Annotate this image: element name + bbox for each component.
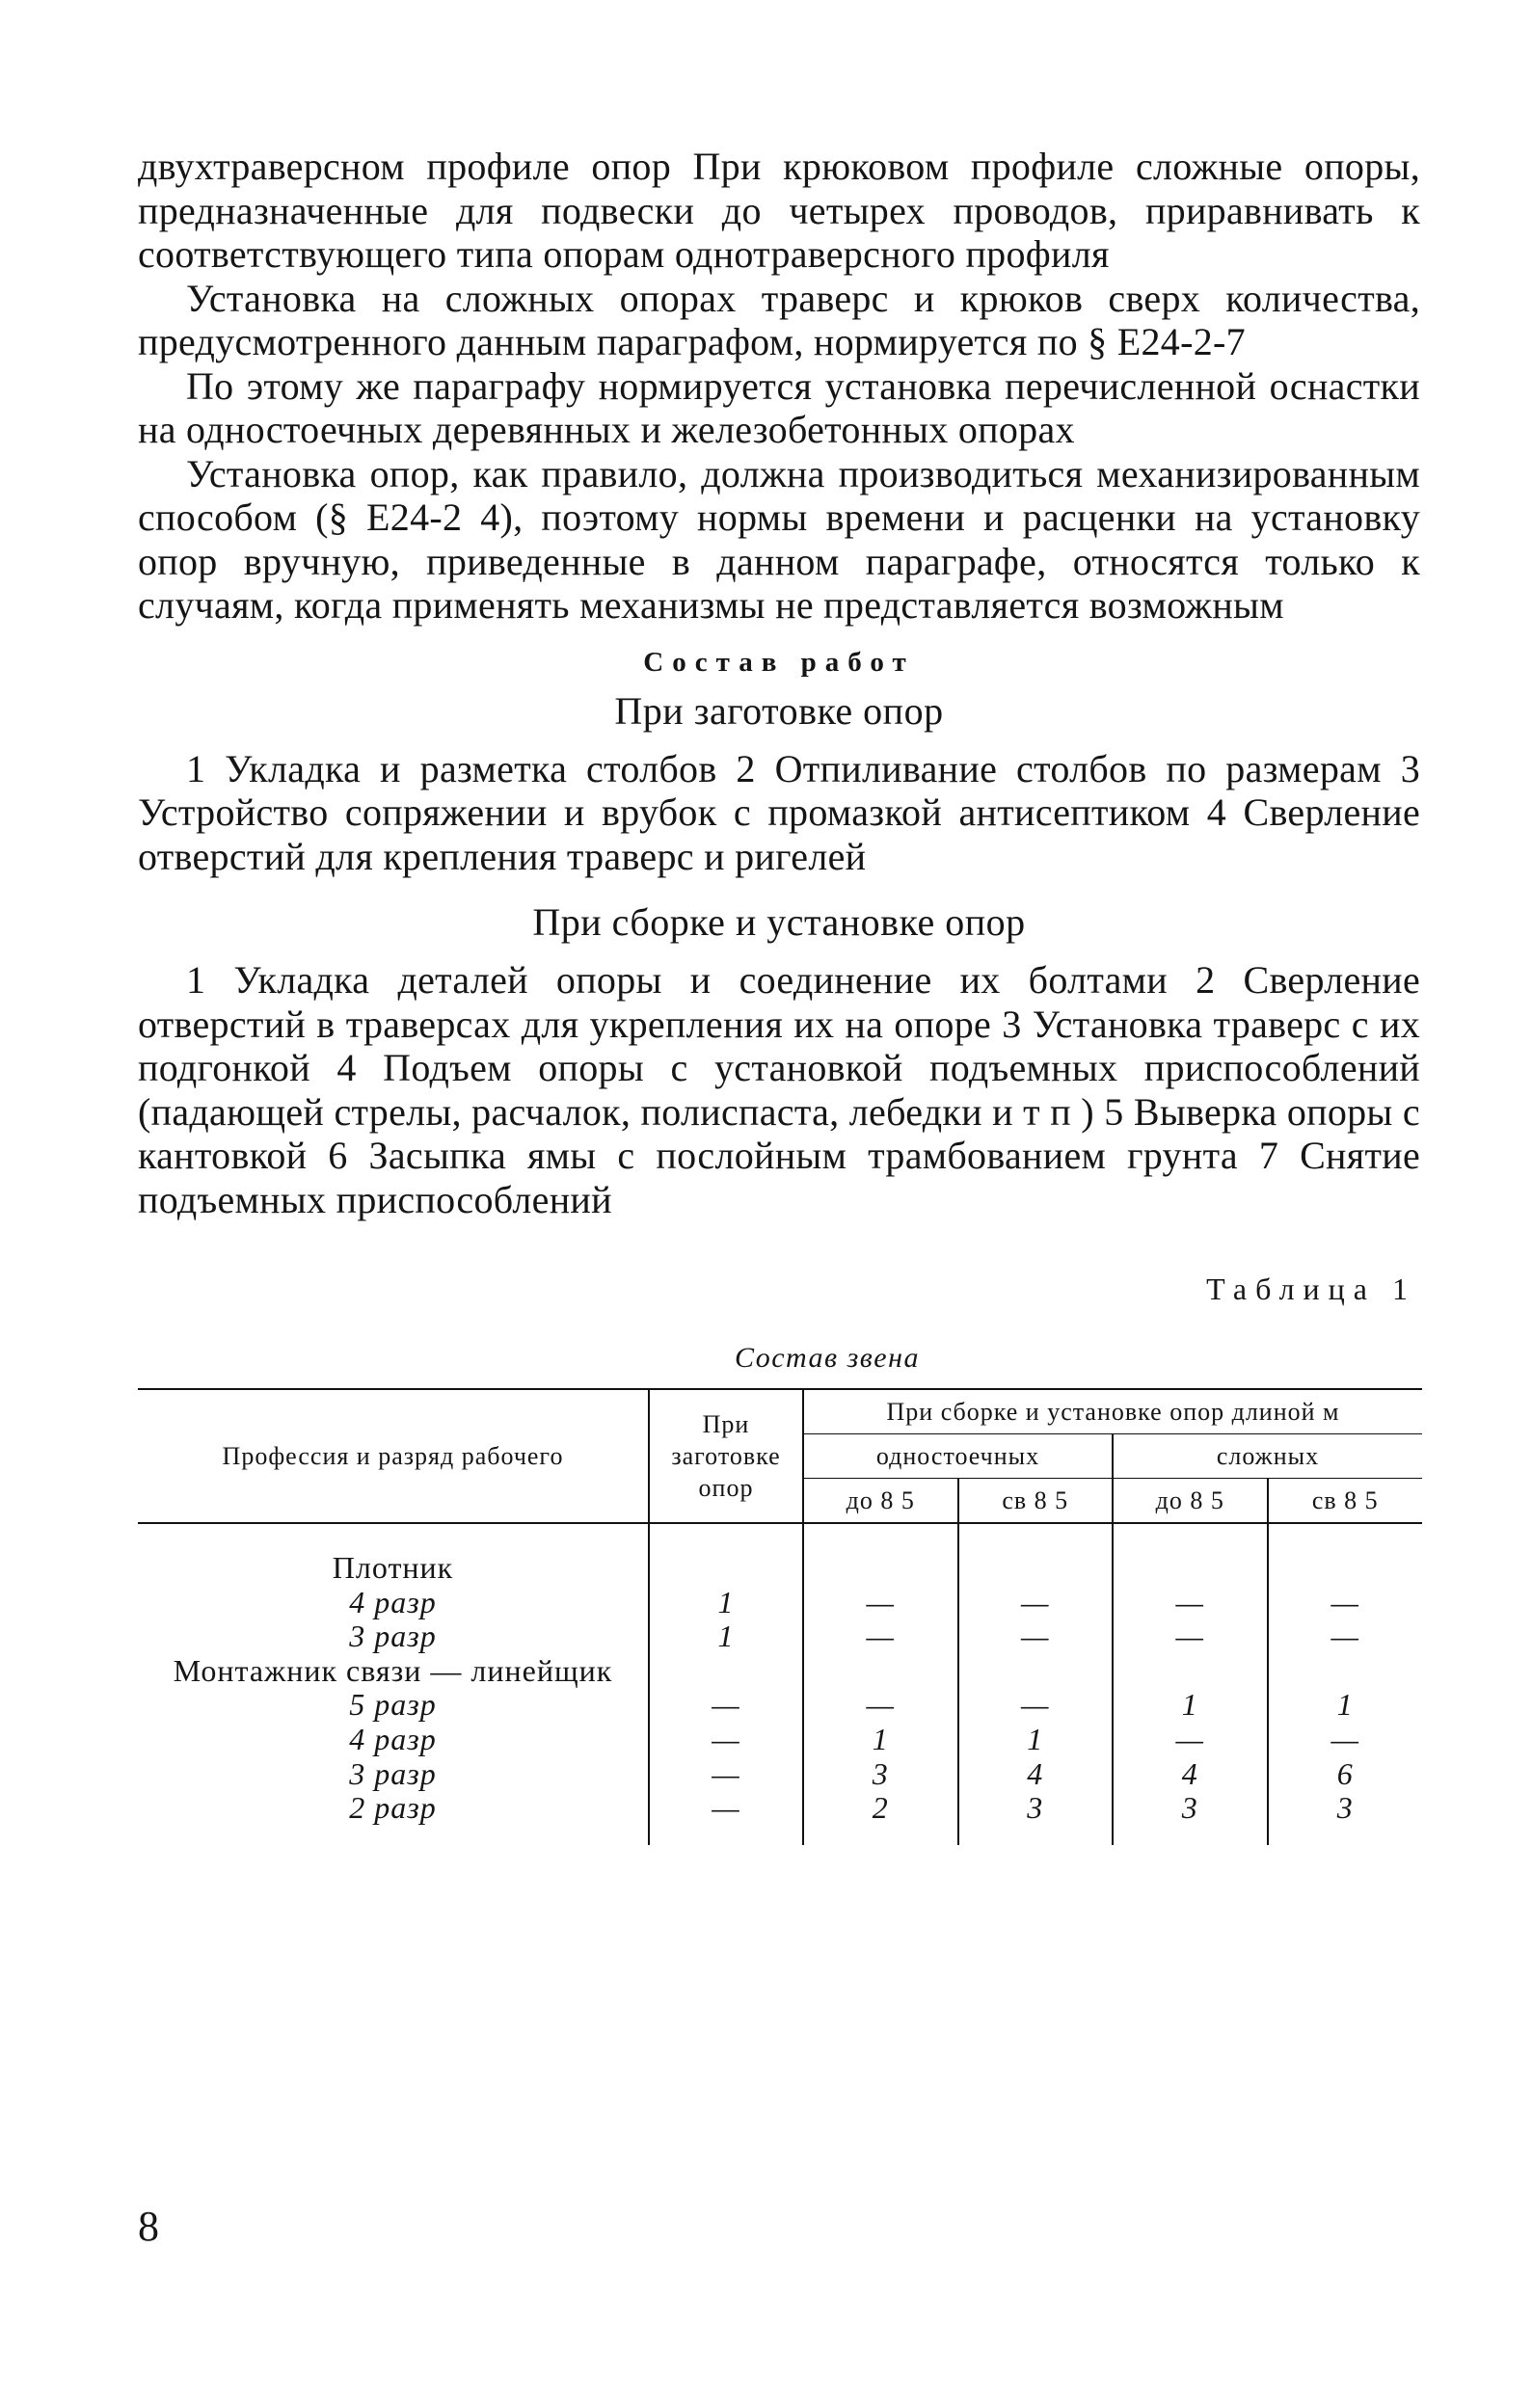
subsection-text-assembly: 1 Укладка деталей опоры и соединение их болтами 2 Сверление отверстий в траверсах для укрепления их на опоре 3 Установка траверс с их подгонкой 4 Подъем опоры с установкой подъемных приспособлений (падающей стрелы, расчалок, полиспаста, лебедки и т п ) 5 Выверка опоры с кантовкой 6 Засыпка ямы с послойным трамбованием грунта 7 Снятие подъемных приспособлений xyxy=(138,958,1420,1221)
table-cell xyxy=(958,1551,1114,1586)
table-cell: 3 xyxy=(803,1757,958,1792)
table-row xyxy=(138,1723,1422,1757)
table-caption: Таблица 1 xyxy=(1206,1271,1416,1306)
profession-label: Монтажник связи — линейщик xyxy=(173,1652,613,1688)
paragraph-1: двухтраверсном профиле опор При крюковом профиле сложные опоры, предназначенные для подвески до четырех проводов, приравнивать к соответствующего типа опорам однотраверсного профиля xyxy=(138,145,1420,276)
table-cell: — xyxy=(649,1723,803,1757)
table-cell: — xyxy=(649,1757,803,1792)
subsection-title-assembly: При сборке и установке опор xyxy=(532,900,1026,944)
table-row xyxy=(138,1654,1422,1689)
table-row xyxy=(138,1586,1422,1620)
paragraph-2: Установка на сложных опорах траверс и крюков сверх количества, предусмотренного данным параграфом, нормируется по § Е24-2-7 xyxy=(138,276,1420,363)
grade-label: 4 разр xyxy=(349,1721,437,1756)
header-complex: сложных xyxy=(1113,1434,1422,1479)
header-single-upto: до 8 5 xyxy=(803,1479,958,1524)
table-cell: 1 xyxy=(1113,1688,1268,1723)
table-row xyxy=(138,1688,1422,1723)
header-preparation: При заготовке опор xyxy=(649,1389,803,1523)
table-cell: — xyxy=(958,1619,1114,1654)
table-cell: 1 xyxy=(803,1723,958,1757)
table-cell: — xyxy=(649,1791,803,1826)
crew-table xyxy=(138,1388,1422,1845)
table-cell: — xyxy=(1268,1619,1423,1654)
table-cell: — xyxy=(1113,1723,1268,1757)
header-complex-over: св 8 5 xyxy=(1268,1479,1423,1524)
table-cell: — xyxy=(1268,1723,1423,1757)
table-cell: — xyxy=(1113,1586,1268,1620)
table-cell xyxy=(649,1551,803,1586)
table-cell: 6 xyxy=(1268,1757,1423,1792)
table-cell xyxy=(803,1551,958,1586)
table-spacer-row xyxy=(138,1523,1422,1551)
grade-label: 2 разр xyxy=(349,1790,437,1826)
table-cell xyxy=(958,1654,1114,1689)
paragraph-3: По этому же параграфу нормируется установка перечисленной оснастки на одностоечных деревянных и железобетонных опорах xyxy=(138,363,1420,451)
table-cell xyxy=(1268,1654,1423,1689)
table-cell: — xyxy=(1113,1619,1268,1654)
table-cell: — xyxy=(803,1586,958,1620)
header-single-over: св 8 5 xyxy=(958,1479,1114,1524)
table-cell xyxy=(1268,1551,1423,1586)
table-cell: — xyxy=(1268,1586,1423,1620)
table-cell: — xyxy=(958,1688,1114,1723)
table-cell: — xyxy=(803,1688,958,1723)
table-row xyxy=(138,1551,1422,1586)
header-single: одностоечных xyxy=(803,1434,1113,1479)
table-cell: 3 xyxy=(1268,1791,1423,1826)
grade-label: 3 разр xyxy=(349,1619,437,1654)
table-cell: 1 xyxy=(649,1619,803,1654)
table-cell: 1 xyxy=(1268,1688,1423,1723)
table-cell: — xyxy=(649,1688,803,1723)
crew-table-body xyxy=(138,1523,1422,1845)
grade-label: 5 разр xyxy=(349,1687,437,1723)
table-row xyxy=(138,1757,1422,1792)
table-cell: 4 xyxy=(1113,1757,1268,1792)
table-row xyxy=(138,1791,1422,1826)
table-cell: 3 xyxy=(1113,1791,1268,1826)
table-cell: — xyxy=(958,1586,1114,1620)
section-heading: Состав работ xyxy=(643,646,915,678)
table-title: Состав звена xyxy=(734,1342,920,1374)
page-number: 8 xyxy=(138,2203,159,2250)
header-complex-upto: до 8 5 xyxy=(1113,1479,1268,1524)
table-cell: — xyxy=(803,1619,958,1654)
table-cell: 1 xyxy=(649,1586,803,1620)
grade-label: 4 разр xyxy=(349,1584,437,1619)
table-row xyxy=(138,1619,1422,1654)
table-cell: 1 xyxy=(958,1723,1114,1757)
document-page xyxy=(138,145,1420,1845)
table-cell xyxy=(1113,1654,1268,1689)
table-cell xyxy=(649,1654,803,1689)
table-cell xyxy=(803,1654,958,1689)
table-spacer-row xyxy=(138,1826,1422,1845)
table-cell: 2 xyxy=(803,1791,958,1826)
paragraph-4: Установка опор, как правило, должна производиться механизированным способом (§ Е24-2 4), поэтому нормы времени и расценки на установку опор вручную, приведенные в данном параграфе, относятся только к случаям, когда применять механизмы не представляется возможным xyxy=(138,451,1420,627)
subsection-title-preparation: При заготовке опор xyxy=(614,688,944,733)
table-cell: 3 xyxy=(958,1791,1114,1826)
header-assembly: При сборке и установке опор длиной м xyxy=(803,1389,1422,1434)
header-profession: Профессия и разряд рабочего xyxy=(138,1389,649,1523)
profession-label: Плотник xyxy=(332,1550,454,1585)
table-cell: 4 xyxy=(958,1757,1114,1792)
subsection-text-preparation: 1 Укладка и разметка столбов 2 Отпиливание столбов по размерам 3 Устройство сопряжении и врубок с промазкой антисептиком 4 Сверление отверстий для крепления траверс и ригелей xyxy=(138,746,1420,878)
table-cell xyxy=(1113,1551,1268,1586)
grade-label: 3 разр xyxy=(349,1755,437,1791)
